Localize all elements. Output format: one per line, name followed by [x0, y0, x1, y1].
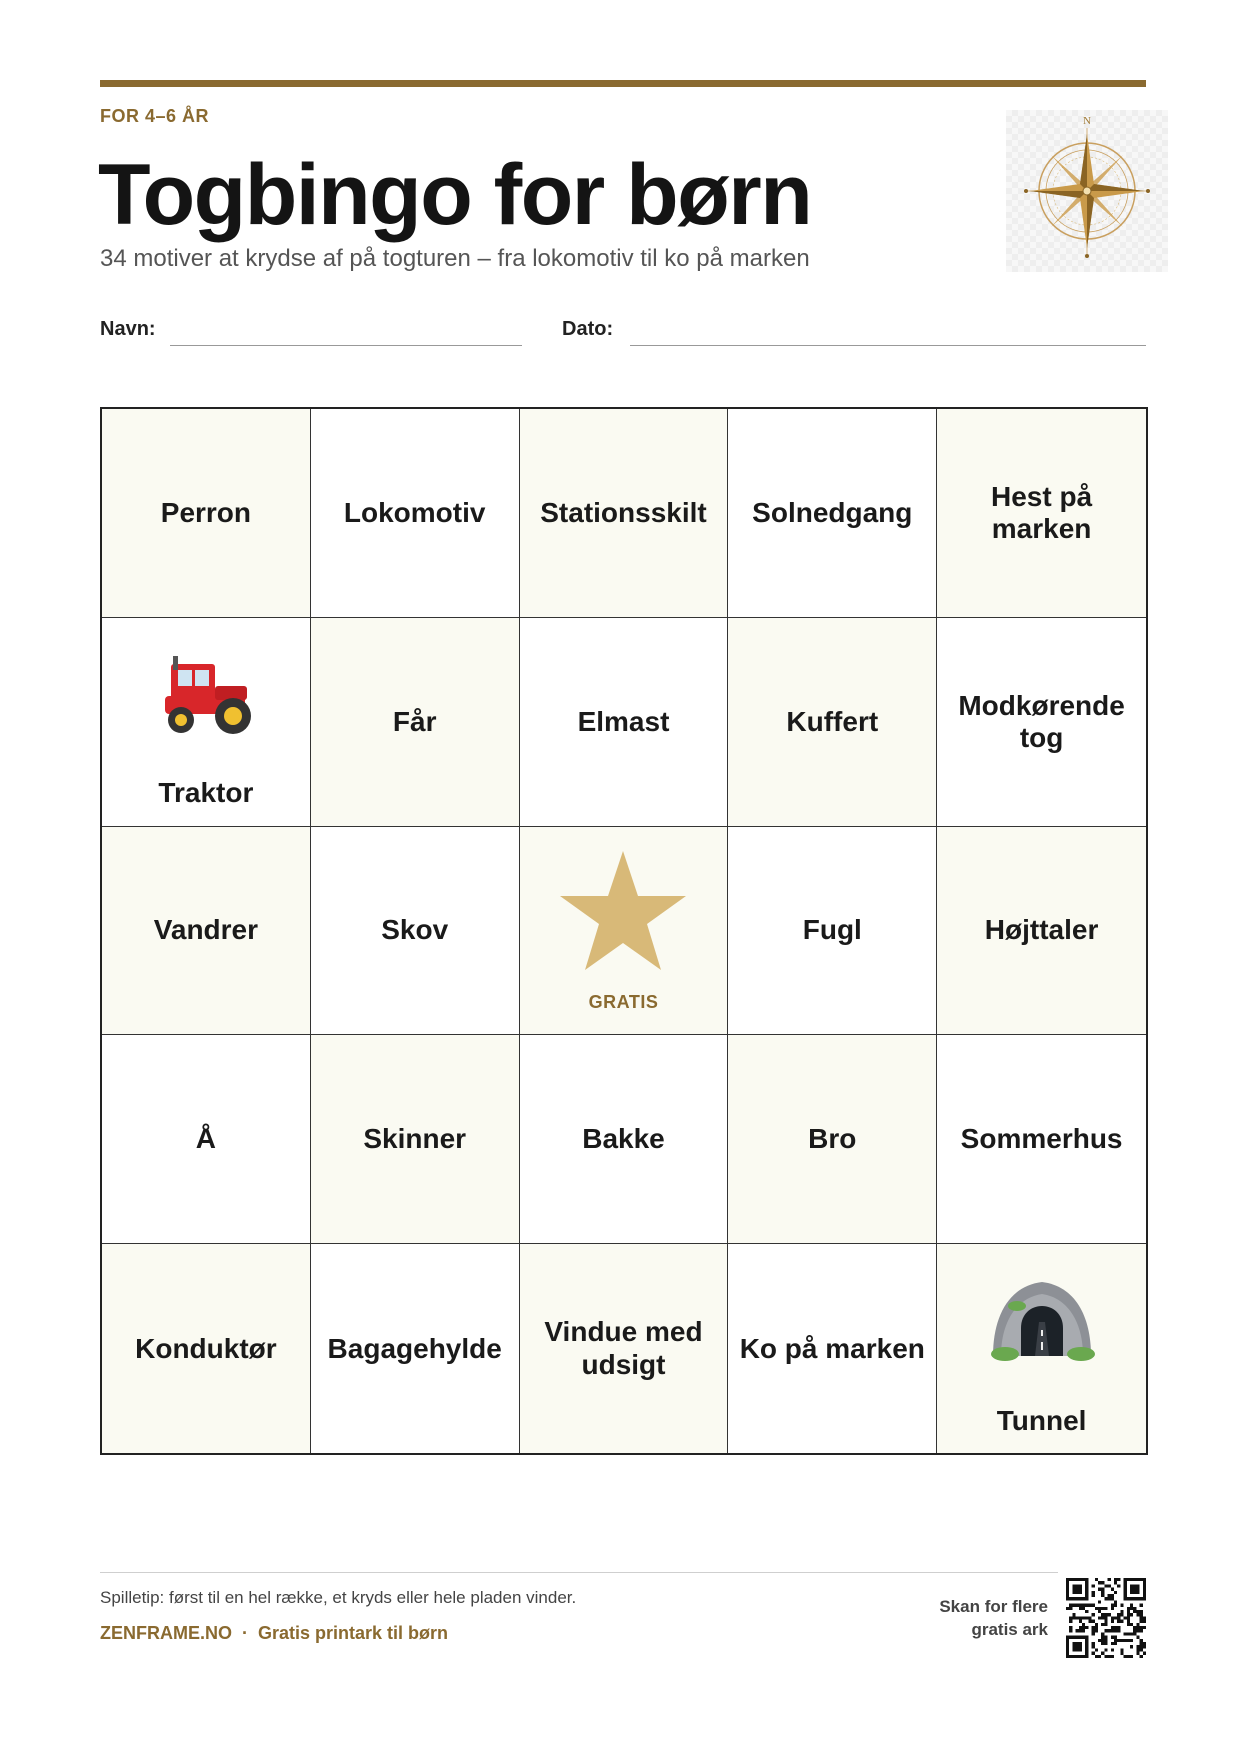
bingo-cell[interactable]	[520, 618, 729, 827]
tractor-icon	[151, 650, 261, 738]
free-space-label: GRATIS	[588, 991, 659, 1012]
bingo-cell-label: Skinner	[363, 1123, 467, 1155]
bingo-cell[interactable]	[311, 1035, 520, 1244]
bingo-cell-label: Får	[392, 705, 437, 737]
scan-text	[908, 1595, 1048, 1641]
bingo-cell[interactable]	[937, 827, 1146, 1036]
footer-brand	[100, 1623, 448, 1644]
bingo-grid	[100, 407, 1148, 1455]
name-field[interactable]	[170, 345, 522, 346]
bingo-cell[interactable]	[520, 827, 729, 1036]
bingo-cell-label: Modkørende tog	[958, 689, 1125, 753]
bingo-cell-label: Perron	[160, 496, 252, 528]
bingo-cell-label: Hest på marken	[991, 480, 1093, 544]
bingo-cell-label: Fugl	[802, 914, 862, 946]
bingo-cell-label: Stationsskilt	[540, 496, 707, 528]
tagline: Gratis printark til børn	[258, 1623, 449, 1643]
bingo-cell[interactable]	[728, 827, 937, 1036]
bingo-cell-label: Traktor	[158, 777, 254, 809]
bingo-cell[interactable]	[520, 1244, 729, 1453]
star-icon	[558, 849, 688, 980]
bingo-cell[interactable]	[520, 409, 729, 618]
bingo-cell[interactable]	[937, 618, 1146, 827]
bingo-cell[interactable]	[728, 1035, 937, 1244]
scan-line-2: gratis ark	[971, 1620, 1048, 1639]
bingo-cell-label: Højttaler	[984, 914, 1099, 946]
bingo-cell-label: Solnedgang	[752, 496, 913, 528]
date-field[interactable]	[630, 345, 1146, 346]
separator: ·	[242, 1623, 248, 1643]
compass-rose-icon	[1006, 110, 1168, 272]
age-label: FOR 4–6 ÅR	[100, 106, 210, 126]
bingo-cell[interactable]	[728, 1244, 937, 1453]
qr-code[interactable]	[1066, 1578, 1146, 1658]
bingo-cell[interactable]	[937, 1035, 1146, 1244]
bingo-cell-label: Vandrer	[153, 914, 259, 946]
bingo-cell[interactable]	[102, 409, 311, 618]
bingo-cell-label: Tunnel	[996, 1404, 1087, 1436]
bingo-cell[interactable]	[311, 827, 520, 1036]
bingo-cell[interactable]	[311, 409, 520, 618]
bingo-cell[interactable]	[311, 618, 520, 827]
bingo-cell[interactable]	[102, 1244, 311, 1453]
bingo-cell[interactable]	[102, 827, 311, 1036]
bingo-cell-label: Vindue med udsigt	[544, 1316, 703, 1380]
bingo-cell[interactable]	[728, 409, 937, 618]
bingo-cell-label: Lokomotiv	[343, 496, 486, 528]
bingo-cell-label: Bakke	[582, 1123, 665, 1155]
bingo-cell[interactable]	[937, 409, 1146, 618]
name-label: Navn:	[100, 318, 156, 340]
top-rule	[100, 80, 1146, 87]
bingo-cell[interactable]	[102, 1035, 311, 1244]
play-tip: Spilletip: først til en hel række, et kryds eller hele pladen vinder.	[100, 1588, 577, 1607]
site-link[interactable]: ZENFRAME.NO	[100, 1623, 232, 1643]
page-title: Togbingo for børn	[98, 147, 812, 243]
bingo-cell[interactable]	[102, 618, 311, 827]
scan-line-1: Skan for flere	[939, 1597, 1048, 1616]
bingo-cell-label: Kuffert	[786, 705, 879, 737]
bingo-cell-label: Skov	[381, 914, 449, 946]
page-subtitle: 34 motiver at krydse af på togturen – fra lokomotiv til ko på marken	[100, 245, 810, 272]
bingo-cell-label: Bro	[808, 1123, 857, 1155]
date-label: Dato:	[562, 318, 614, 340]
bingo-cell-label: Ko på marken	[739, 1332, 925, 1364]
bingo-cell[interactable]	[937, 1244, 1146, 1453]
bingo-cell-label: Sommerhus	[960, 1123, 1123, 1155]
bingo-cell[interactable]	[520, 1035, 729, 1244]
bingo-cell-label: Elmast	[577, 705, 670, 737]
compass-letter: N	[1083, 115, 1091, 127]
footer-divider	[100, 1572, 1058, 1573]
bingo-cell[interactable]	[728, 618, 937, 827]
bingo-cell[interactable]	[311, 1244, 520, 1453]
tunnel-icon	[987, 1276, 1097, 1364]
bingo-cell-label: Å	[195, 1123, 217, 1155]
bingo-cell-label: Bagagehylde	[327, 1332, 502, 1364]
bingo-cell-label: Konduktør	[135, 1332, 277, 1364]
